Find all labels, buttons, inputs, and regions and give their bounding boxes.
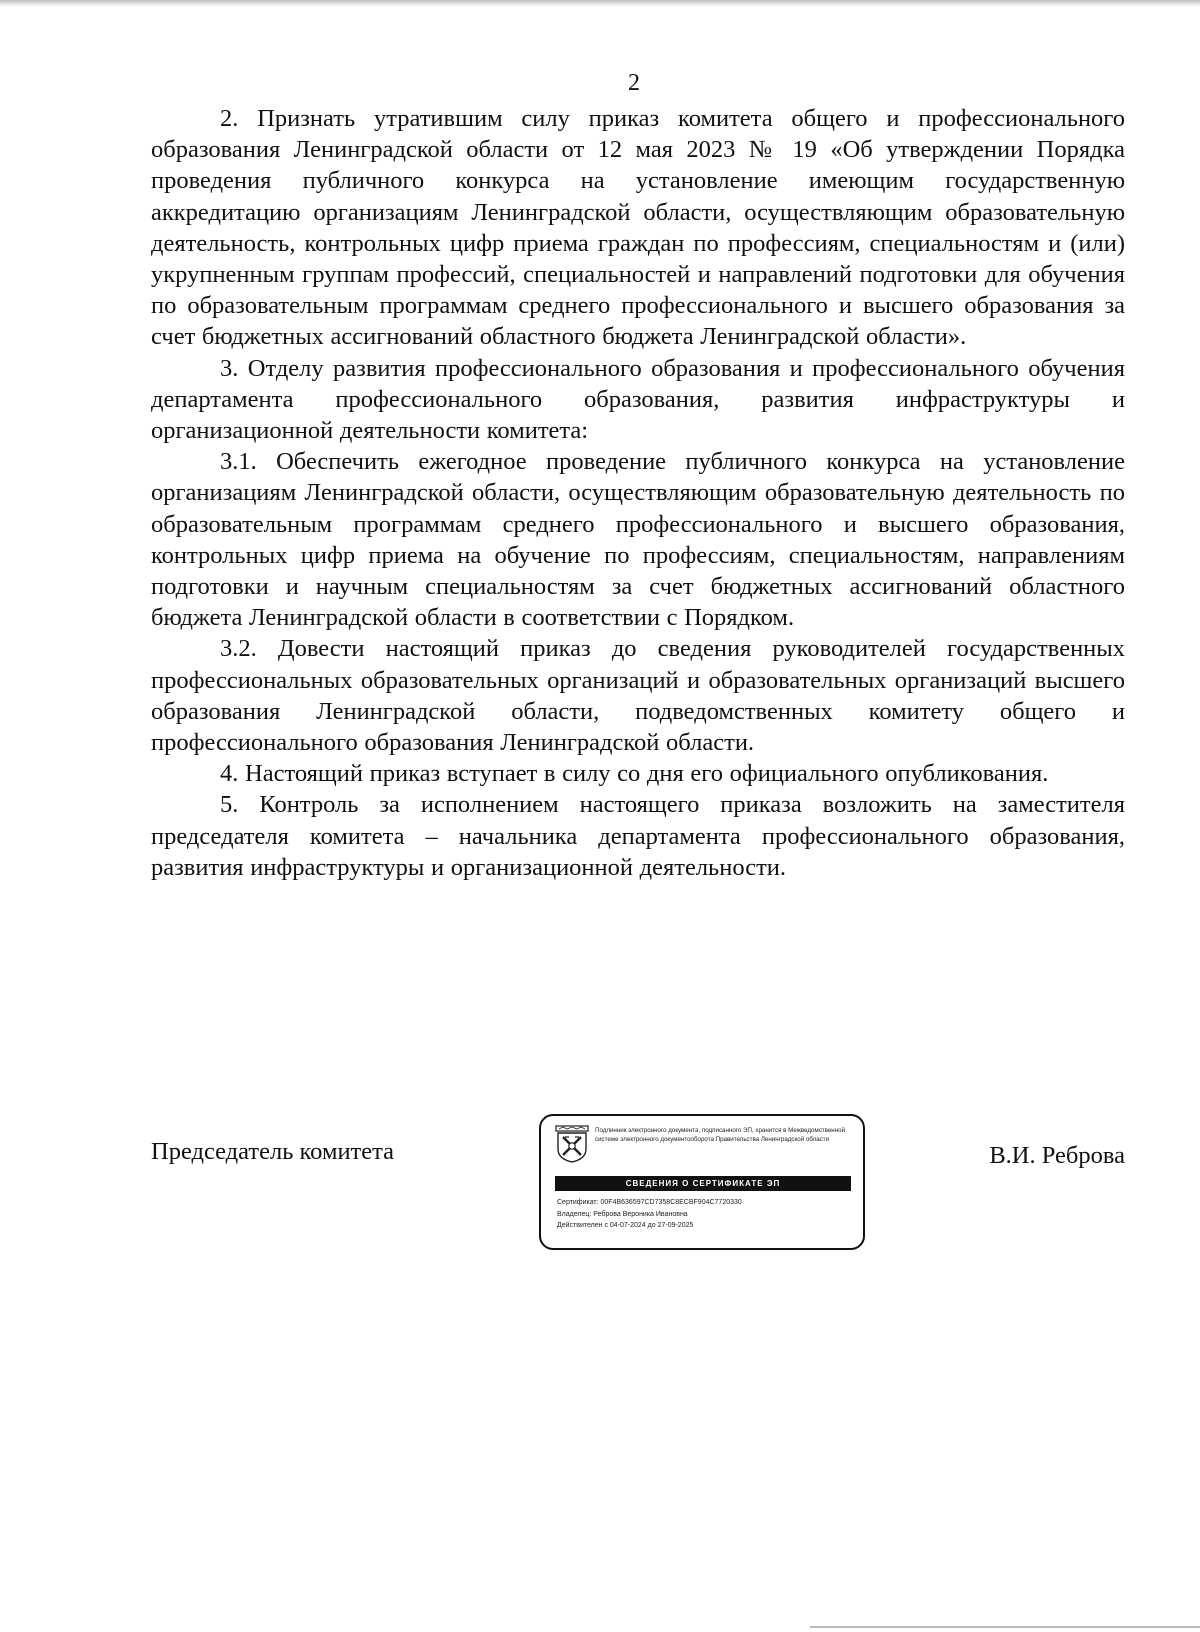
paragraph-5: 5. Контроль за исполнением настоящего приказа возложить на заместителя председателя комитета – начальника департамента профессионального образования, развития инфраструктуры и организационной деятельности.: [151, 791, 1125, 881]
paragraph-3-1: 3.1. Обеспечить ежегодное проведение публичного конкурса на установление организациям Ленинградской области, осуществляющим образовательную деятельность по образовательным программам среднего профессионального и высшего образования, контрольных цифр приема на обучение по профессиям, специальностям, направлениям подготовки и научным специальностям за счет бюджетных ассигнований областного бюджета Ленинградской области в соответствии с Порядком.: [151, 448, 1125, 632]
signer-name: В.И. Реброва: [989, 1142, 1125, 1169]
coat-of-arms-icon: [555, 1125, 589, 1163]
stamp-certificate-number: Сертификат: 00F4B636597CD7358C8ECBF904C7720330: [557, 1199, 742, 1206]
stamp-certificate-title: СВЕДЕНИЯ О СЕРТИФИКАТЕ ЭП: [555, 1176, 851, 1191]
paragraph-3: 3. Отделу развития профессионального образования и профессионального обучения департамента профессионального образования, развития инфраструктуры и организационной деятельности комитета:: [151, 354, 1125, 445]
page-number: 2: [628, 70, 640, 96]
stamp-validity: Действителен с 04-07-2024 до 27-09-2025: [557, 1222, 694, 1229]
paragraph-4: 4. Настоящий приказ вступает в силу со дня его официального опубликования.: [220, 760, 1049, 788]
paragraph-2: 2. Признать утратившим силу приказ комитета общего и профессионального образования Ленинградской области от 12 мая 2023 № 19 «Об утверждении Порядка проведения публичного конкурса на установление имеющим государственную аккредитацию организациям Ленинградской области, осуществляющим образовательную деятельность, контрольных цифр приема граждан по профессиям, специальностям и (или) укрупненным группам профессий, специальностей и направлений подготовки для обучения по образовательным программам среднего профессионального и высшего образования за счет бюджетных ассигнований областного бюджета Ленинградской области».: [151, 105, 1125, 351]
signer-position: Председатель комитета: [151, 1138, 395, 1165]
stamp-details: [557, 1197, 853, 1232]
scan-edge-bottom: [810, 1626, 1200, 1628]
signature-block: [151, 1114, 1125, 1259]
stamp-header-text: Подлинник электронного документа, подписанного ЭП, хранится в Межведомственной системе электронного документооборота Правительства Ленинградской области: [595, 1127, 846, 1143]
scan-edge-top: [0, 0, 1200, 7]
electronic-signature-stamp: [539, 1114, 865, 1250]
document-body: [151, 103, 1125, 883]
stamp-owner: Владелец: Реброва Вероника Ивановна: [557, 1210, 688, 1218]
paragraph-3-2: 3.2. Довести настоящий приказ до сведения руководителей государственных профессиональных образовательных организаций и образовательных организаций высшего образования Ленинградской области, подведомственных комитету общего и профессионального образования Ленинградской области.: [151, 635, 1125, 757]
